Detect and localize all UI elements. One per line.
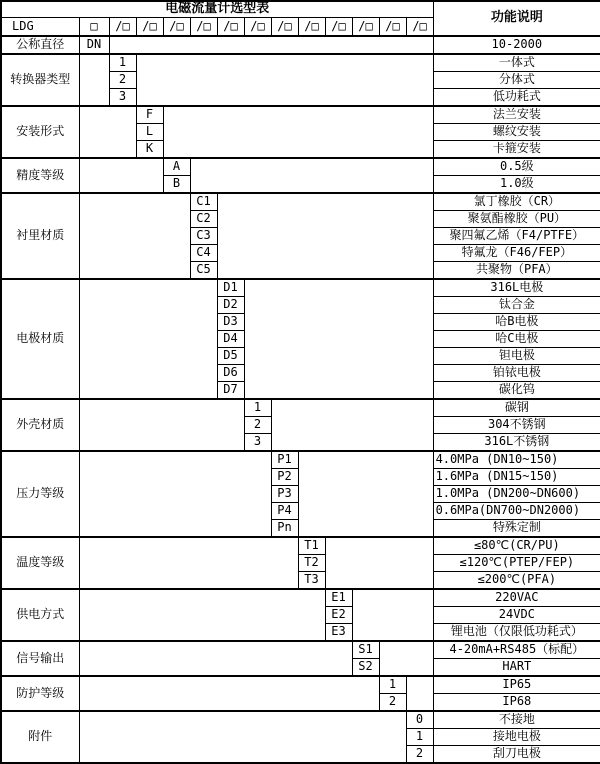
desc-cell: 316L不锈钢 [433, 434, 600, 452]
code-cell: 1 [109, 54, 136, 72]
filler-cell [379, 641, 433, 676]
table-row [1, 54, 600, 72]
desc-cell: HART [433, 659, 600, 677]
section-label: 外壳材质 [1, 399, 79, 451]
code-cell: 3 [109, 89, 136, 107]
filler-cell [79, 451, 271, 537]
filler-cell [79, 537, 298, 589]
section-label: 压力等级 [1, 451, 79, 537]
code-cell: P3 [271, 486, 298, 503]
table-row [1, 641, 600, 659]
table-row [1, 451, 600, 469]
filler-cell [79, 193, 190, 279]
model-slot: /□ [352, 18, 379, 37]
table-row [1, 537, 600, 555]
filler-cell [79, 106, 136, 158]
table-title: 电磁流量计选型表 [1, 1, 433, 18]
code-cell: DN [79, 36, 109, 54]
desc-cell: 哈C电极 [433, 331, 600, 348]
section-label: 防护等级 [1, 676, 79, 711]
code-cell: Pn [271, 520, 298, 538]
desc-cell: IP65 [433, 676, 600, 694]
model-slot: /□ [379, 18, 406, 37]
desc-cell: IP68 [433, 694, 600, 712]
desc-cell: 分体式 [433, 72, 600, 89]
filler-cell [163, 106, 433, 158]
code-cell: E2 [325, 607, 352, 624]
code-cell: K [136, 141, 163, 159]
desc-cell: 氯丁橡胶（CR） [433, 193, 600, 211]
table-row [1, 676, 600, 694]
filler-cell [271, 399, 433, 451]
desc-cell: 0.6MPa(DN700~DN2000) [433, 503, 600, 520]
desc-cell: 1.0MPa (DN200~DN600) [433, 486, 600, 503]
desc-cell: 法兰安装 [433, 106, 600, 124]
code-cell: 1 [379, 676, 406, 694]
code-cell: 2 [109, 72, 136, 89]
code-cell: P4 [271, 503, 298, 520]
model-slot: /□ [298, 18, 325, 37]
section-label: 信号输出 [1, 641, 79, 676]
code-cell: C5 [190, 262, 217, 280]
desc-cell: 锂电池（仅限低功耗式） [433, 624, 600, 642]
code-cell: D6 [217, 365, 244, 382]
desc-cell: 螺纹安装 [433, 124, 600, 141]
code-cell: A [163, 158, 190, 176]
section-label: 公称直径 [1, 36, 79, 54]
desc-cell: 哈B电极 [433, 314, 600, 331]
desc-cell: 不接地 [433, 711, 600, 729]
desc-cell: 24VDC [433, 607, 600, 624]
table-row [1, 36, 600, 54]
desc-cell: ≤80℃(CR/PU) [433, 537, 600, 555]
desc-cell: 特氟龙（F46/FEP） [433, 245, 600, 262]
code-cell: P2 [271, 469, 298, 486]
model-slot: /□ [217, 18, 244, 37]
desc-cell: 0.5级 [433, 158, 600, 176]
desc-cell: 钛合金 [433, 297, 600, 314]
filler-cell [109, 36, 433, 54]
function-description-header: 功能说明 [433, 1, 600, 36]
code-cell: L [136, 124, 163, 141]
desc-cell: 1.0级 [433, 176, 600, 194]
section-label: 衬里材质 [1, 193, 79, 279]
desc-cell: ≤200℃(PFA) [433, 572, 600, 590]
desc-cell: 碳化钨 [433, 382, 600, 400]
code-cell: F [136, 106, 163, 124]
model-slot: □ [79, 18, 109, 37]
code-cell: 3 [244, 434, 271, 452]
code-cell: P1 [271, 451, 298, 469]
filler-cell [244, 279, 433, 399]
desc-cell: 钽电极 [433, 348, 600, 365]
desc-cell: 聚四氟乙烯（F4/PTFE） [433, 228, 600, 245]
desc-cell: 低功耗式 [433, 89, 600, 107]
filler-cell [79, 589, 325, 641]
filler-cell [298, 451, 433, 537]
filler-cell [325, 537, 433, 589]
section-label: 供电方式 [1, 589, 79, 641]
code-cell: D2 [217, 297, 244, 314]
code-cell: D5 [217, 348, 244, 365]
table-row [1, 193, 600, 211]
model-slot: /□ [190, 18, 217, 37]
table-row [1, 711, 600, 729]
code-cell: 1 [406, 729, 433, 746]
model-slot: /□ [136, 18, 163, 37]
model-slot: /□ [244, 18, 271, 37]
filler-cell [79, 711, 406, 763]
code-cell: T1 [298, 537, 325, 555]
section-label: 附件 [1, 711, 79, 763]
code-cell: 2 [244, 417, 271, 434]
filler-cell [190, 158, 433, 193]
code-cell: S2 [352, 659, 379, 677]
code-cell: D7 [217, 382, 244, 400]
filler-cell [79, 158, 163, 193]
code-cell: B [163, 176, 190, 194]
table-row [1, 158, 600, 176]
code-cell: E1 [325, 589, 352, 607]
desc-cell: 304不锈钢 [433, 417, 600, 434]
desc-cell: 一体式 [433, 54, 600, 72]
desc-cell: 220VAC [433, 589, 600, 607]
filler-cell [79, 399, 244, 451]
code-cell: C2 [190, 211, 217, 228]
section-label: 精度等级 [1, 158, 79, 193]
model-slot: /□ [163, 18, 190, 37]
section-label: 安装形式 [1, 106, 79, 158]
desc-cell: 卡箍安装 [433, 141, 600, 159]
code-cell: D4 [217, 331, 244, 348]
code-cell: 1 [244, 399, 271, 417]
code-cell: D1 [217, 279, 244, 297]
filler-cell [79, 54, 109, 106]
model-slot: /□ [325, 18, 352, 37]
filler-cell [136, 54, 433, 106]
section-label: 电极材质 [1, 279, 79, 399]
table-row [1, 1, 600, 18]
code-cell: 0 [406, 711, 433, 729]
code-cell: C1 [190, 193, 217, 211]
filler-cell [79, 279, 217, 399]
code-cell: C3 [190, 228, 217, 245]
desc-cell: ≤120℃(PTEP/FEP) [433, 555, 600, 572]
table-row [1, 279, 600, 297]
filler-cell [217, 193, 433, 279]
table-row [1, 106, 600, 124]
code-cell: 2 [406, 746, 433, 764]
model-slot: /□ [271, 18, 298, 37]
filler-cell [79, 676, 379, 711]
code-cell: S1 [352, 641, 379, 659]
desc-cell: 10-2000 [433, 36, 600, 54]
filler-cell [406, 676, 433, 711]
desc-cell: 316L电极 [433, 279, 600, 297]
desc-cell: 接地电极 [433, 729, 600, 746]
desc-cell: 碳钢 [433, 399, 600, 417]
model-prefix: LDG [1, 18, 79, 37]
desc-cell: 1.6MPa (DN15~150) [433, 469, 600, 486]
desc-cell: 共聚物（PFA） [433, 262, 600, 280]
section-label: 转换器类型 [1, 54, 79, 106]
desc-cell: 铂铱电极 [433, 365, 600, 382]
desc-cell: 4.0MPa (DN10~150) [433, 451, 600, 469]
model-slot: /□ [406, 18, 433, 37]
filler-cell [79, 641, 352, 676]
model-slot: /□ [109, 18, 136, 37]
code-cell: E3 [325, 624, 352, 642]
desc-cell: 聚氨酯橡胶（PU） [433, 211, 600, 228]
desc-cell: 刮刀电极 [433, 746, 600, 764]
section-label: 温度等级 [1, 537, 79, 589]
code-cell: T2 [298, 555, 325, 572]
code-cell: C4 [190, 245, 217, 262]
desc-cell: 特殊定制 [433, 520, 600, 538]
code-cell: 2 [379, 694, 406, 712]
filler-cell [352, 589, 433, 641]
code-cell: D3 [217, 314, 244, 331]
table-row [1, 399, 600, 417]
table-row [1, 589, 600, 607]
desc-cell: 4-20mA+RS485（标配） [433, 641, 600, 659]
code-cell: T3 [298, 572, 325, 590]
